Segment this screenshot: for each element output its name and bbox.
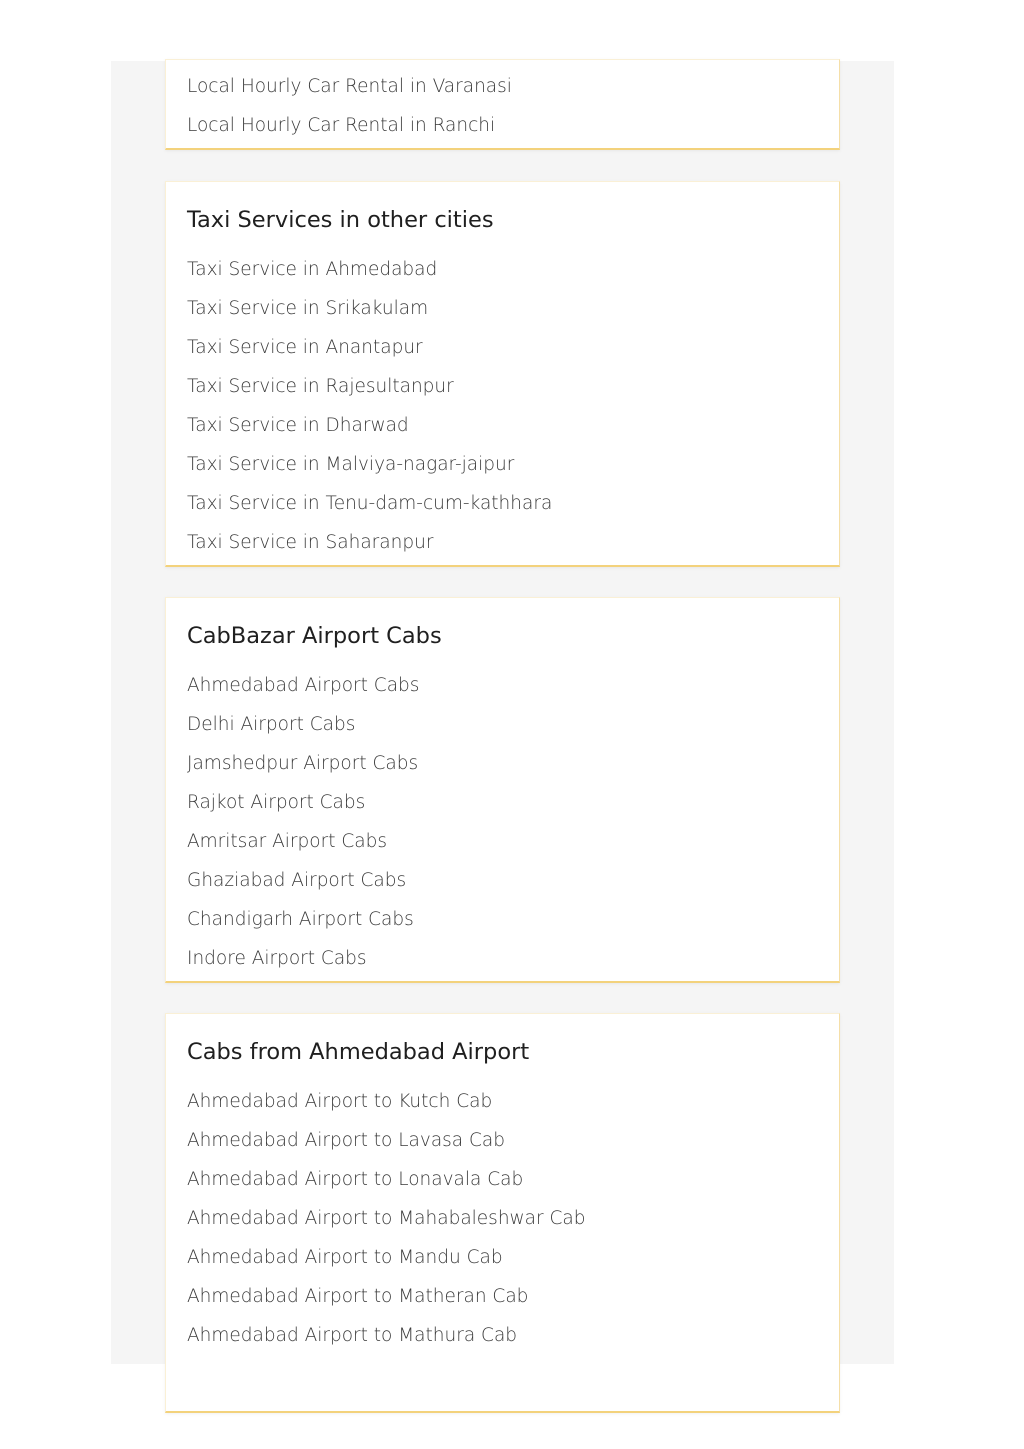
taxi-service-link[interactable]: Taxi Service in Tenu-dam-cum-kathhara xyxy=(187,493,553,514)
airport-cab-link[interactable]: Chandigarh Airport Cabs xyxy=(187,909,414,930)
taxi-service-link[interactable]: Taxi Service in Rajesultanpur xyxy=(187,376,454,397)
taxi-service-link[interactable]: Taxi Service in Saharanpur xyxy=(187,532,434,553)
airport-cabs-list[interactable] xyxy=(187,672,819,969)
cabs-from-ahmedabad-airport-list[interactable] xyxy=(187,1088,819,1378)
airport-route-link[interactable]: Ahmedabad Airport to Kutch Cab xyxy=(187,1091,493,1112)
taxi-service-link[interactable]: Taxi Service in Malviya-nagar-jaipur xyxy=(187,454,515,475)
page-content-panel xyxy=(111,61,894,1364)
hourly-rental-link[interactable]: Local Hourly Car Rental in Varanasi xyxy=(187,76,512,97)
hourly-rental-card xyxy=(165,59,840,150)
taxi-service-link[interactable]: Taxi Service in Srikakulam xyxy=(187,298,429,319)
airport-route-link[interactable]: Ahmedabad Airport to Mandu Cab xyxy=(187,1247,503,1268)
airport-cab-link[interactable]: Indore Airport Cabs xyxy=(187,948,367,969)
airport-cab-link[interactable]: Amritsar Airport Cabs xyxy=(187,831,387,852)
airport-cab-link[interactable]: Rajkot Airport Cabs xyxy=(187,792,366,813)
cabs-from-ahmedabad-airport-title: Cabs from Ahmedabad Airport xyxy=(187,1039,530,1065)
taxi-services-title: Taxi Services in other cities xyxy=(187,207,494,233)
taxi-service-link[interactable]: Taxi Service in Ahmedabad xyxy=(187,259,438,280)
airport-cab-link[interactable]: Ghaziabad Airport Cabs xyxy=(187,870,407,891)
airport-route-link[interactable]: Ahmedabad Airport to Lonavala Cab xyxy=(187,1169,524,1190)
airport-route-link[interactable]: Ahmedabad Airport to Lavasa Cab xyxy=(187,1130,506,1151)
taxi-service-link[interactable]: Taxi Service in Dharwad xyxy=(187,415,409,436)
taxi-services-card xyxy=(165,181,840,567)
airport-route-link[interactable]: Ahmedabad Airport to Matheran Cab xyxy=(187,1286,529,1307)
airport-route-link[interactable]: Ahmedabad Airport to Mahabaleshwar Cab xyxy=(187,1208,586,1229)
airport-cab-link[interactable]: Ahmedabad Airport Cabs xyxy=(187,675,420,696)
airport-cab-link[interactable]: Jamshedpur Airport Cabs xyxy=(187,753,419,774)
airport-route-link[interactable]: Ahmedabad Airport to Mathura Cab xyxy=(187,1325,518,1346)
airport-cab-link[interactable]: Delhi Airport Cabs xyxy=(187,714,356,735)
airport-cabs-title: CabBazar Airport Cabs xyxy=(187,623,442,649)
taxi-service-link[interactable]: Taxi Service in Anantapur xyxy=(187,337,423,358)
taxi-services-list[interactable] xyxy=(187,256,819,553)
hourly-rental-link[interactable]: Local Hourly Car Rental in Ranchi xyxy=(187,115,496,136)
airport-cabs-card xyxy=(165,597,840,983)
cabs-from-ahmedabad-airport-card xyxy=(165,1013,840,1413)
hourly-rental-list[interactable] xyxy=(187,73,819,136)
